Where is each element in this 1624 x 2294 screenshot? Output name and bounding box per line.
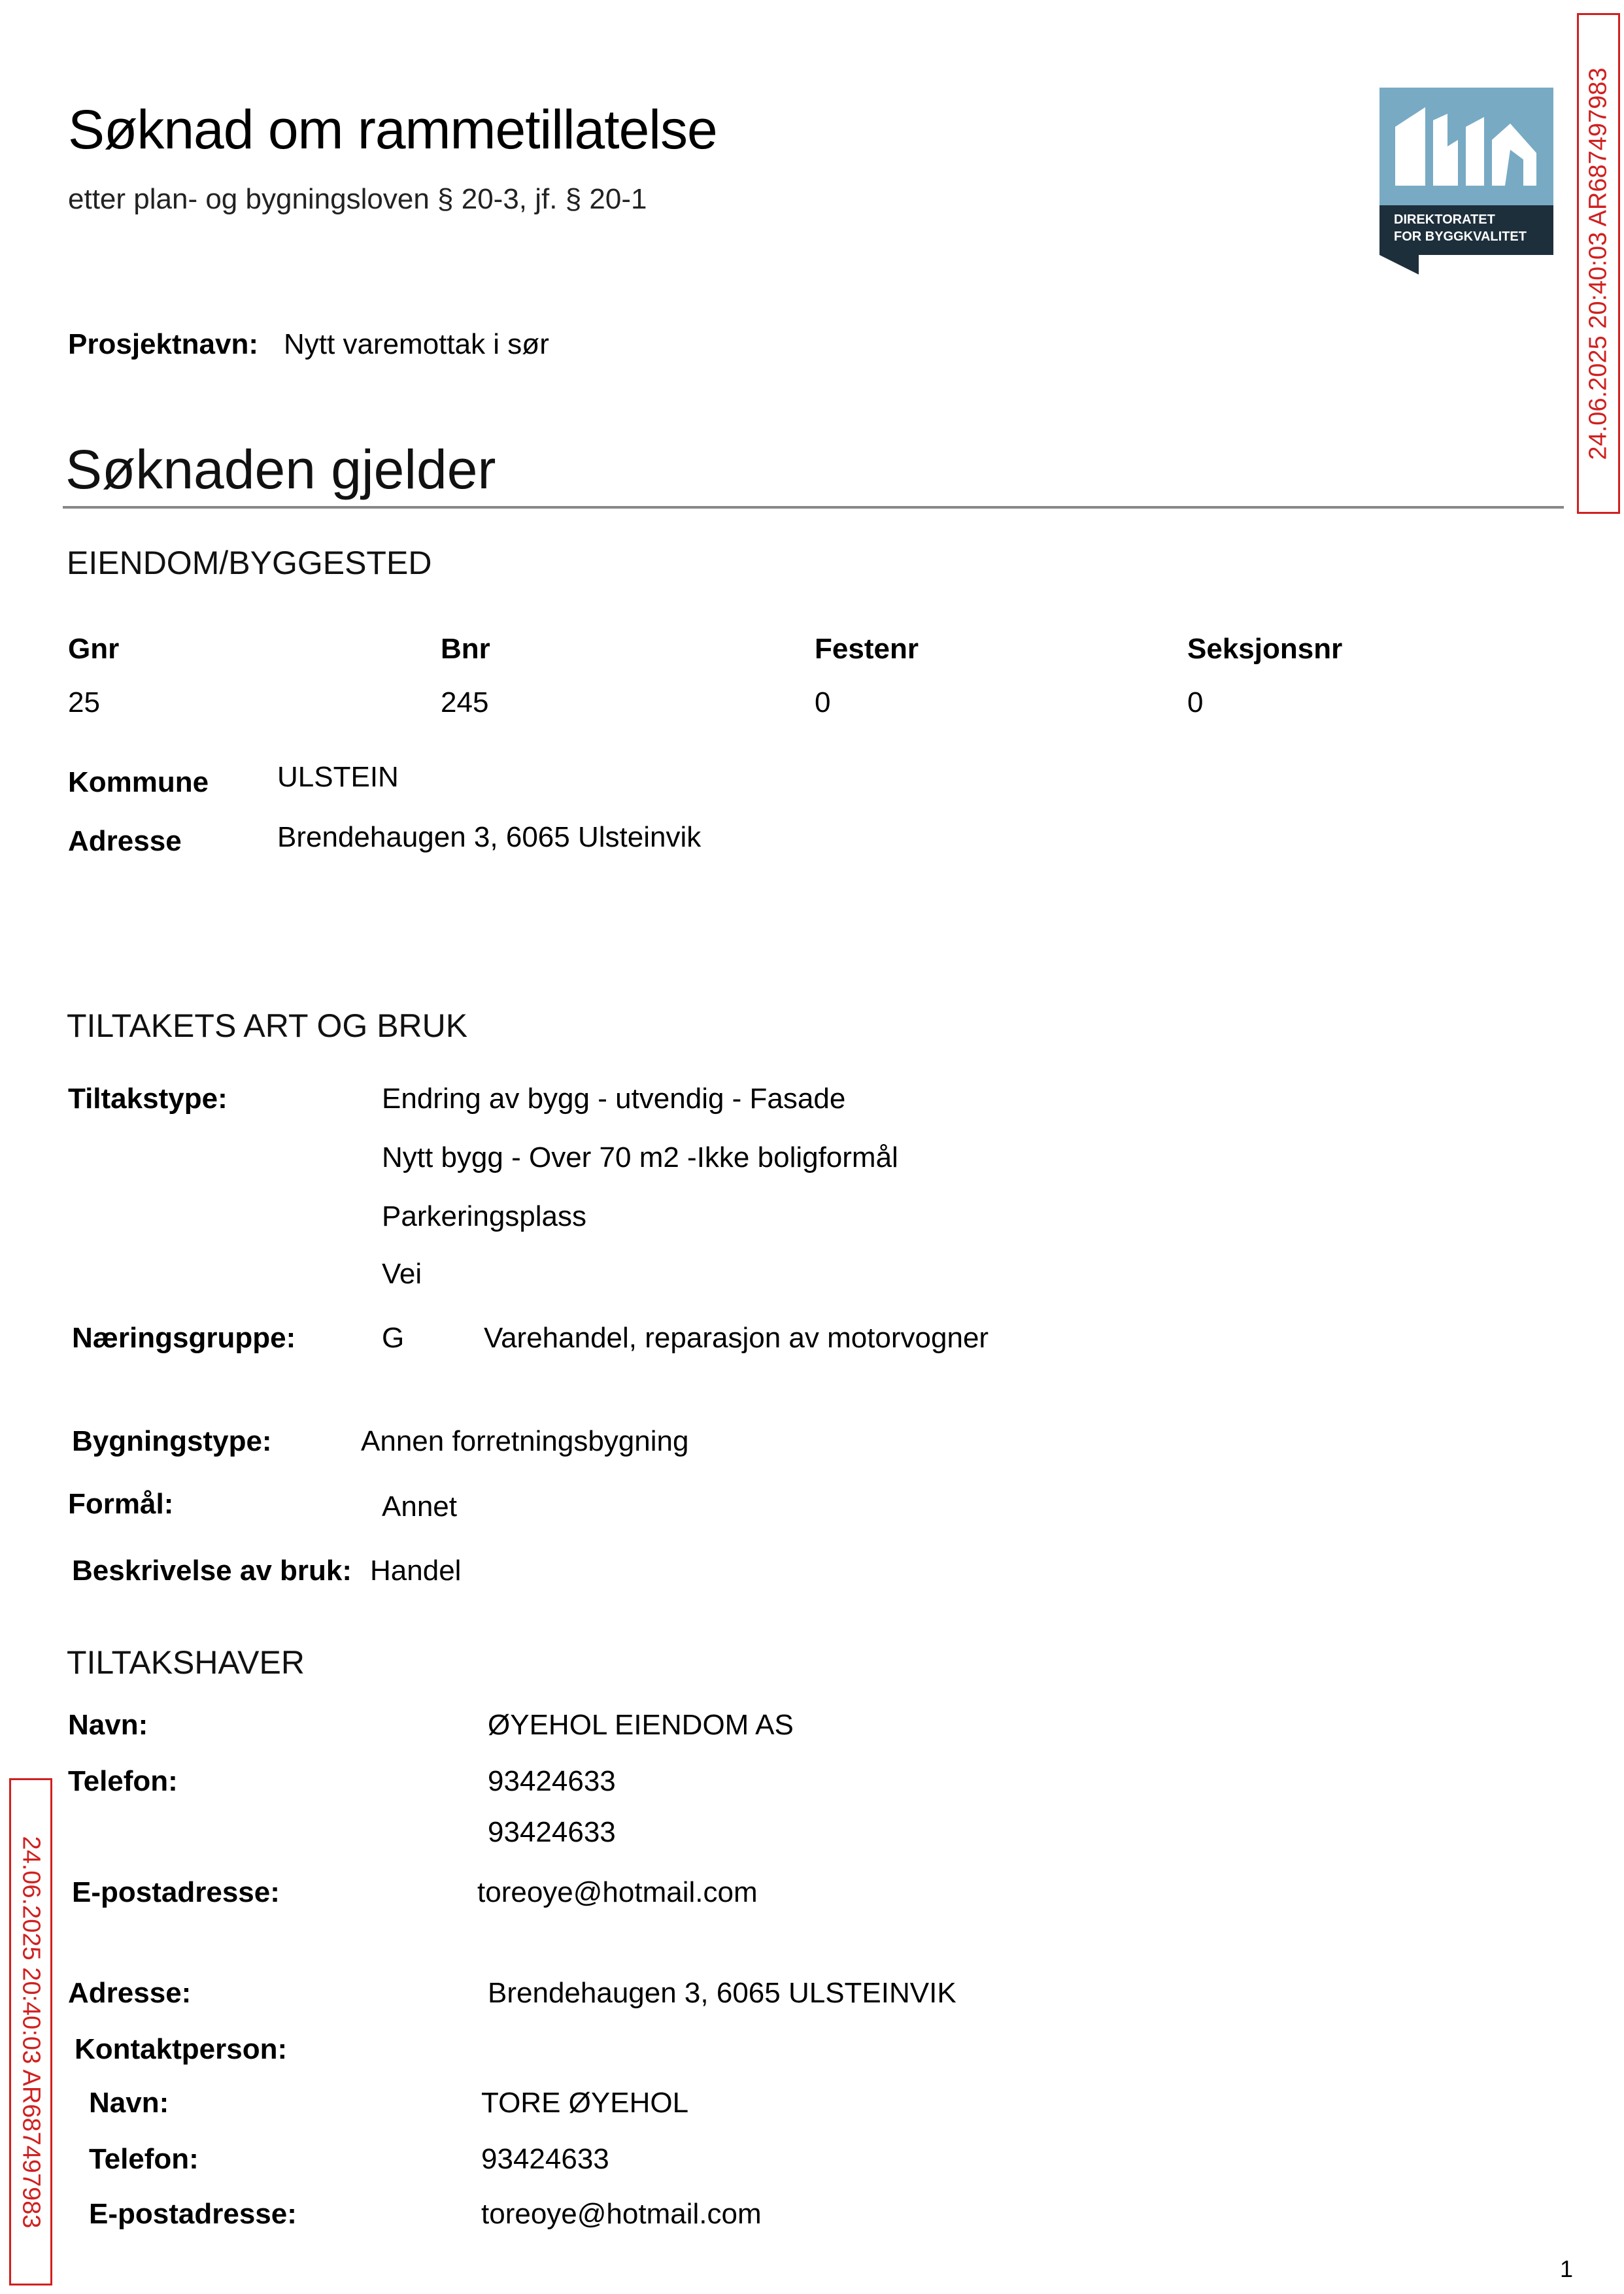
gnr-value: 25 xyxy=(68,686,100,718)
document-subtitle: etter plan- og bygningsloven § 20-3, jf. § 20-1 xyxy=(68,183,647,215)
document-title: Søknad om rammetillatelse xyxy=(68,99,717,160)
adresse-label: Adresse xyxy=(68,825,182,857)
tiltak-heading: TILTAKETS ART OG BRUK xyxy=(67,1007,468,1044)
building-logo-icon xyxy=(1379,88,1553,275)
telefon-value: 93424633 xyxy=(488,1765,616,1797)
kontakt-telefon-value: 93424633 xyxy=(481,2143,609,2175)
seksjonsnr-value: 0 xyxy=(1187,686,1204,718)
kontakt-telefon-label: Telefon: xyxy=(89,2143,199,2175)
beskrivelse-value: Handel xyxy=(370,1555,462,1587)
kommune-value: ULSTEIN xyxy=(277,761,399,793)
tiltakshaver-heading: TILTAKSHAVER xyxy=(67,1644,305,1681)
project-label: Prosjektnavn: xyxy=(68,328,258,360)
tiltakstype-item: Endring av bygg - utvendig - Fasade xyxy=(382,1083,846,1115)
tiltakstype-item: Nytt bygg - Over 70 m2 -Ikke boligformål xyxy=(382,1141,898,1173)
kontakt-epost-value: toreoye@hotmail.com xyxy=(481,2198,762,2230)
section-divider xyxy=(63,506,1564,509)
tiltakstype-item: Vei xyxy=(382,1258,422,1290)
formal-value: Annet xyxy=(382,1491,457,1523)
dibk-logo xyxy=(1379,88,1553,275)
logo-line-2: FOR BYGGKVALITET xyxy=(1394,229,1527,244)
beskrivelse-label: Beskrivelse av bruk: xyxy=(72,1555,352,1587)
kontakt-epost-label: E-postadresse: xyxy=(89,2198,297,2230)
tiltakshaver-adresse-value: Brendehaugen 3, 6065 ULSTEINVIK xyxy=(488,1977,956,2009)
formal-label: Formål: xyxy=(68,1488,174,1520)
seksjonsnr-label: Seksjonsnr xyxy=(1187,633,1343,665)
navn-value: ØYEHOL EIENDOM AS xyxy=(488,1709,794,1741)
adresse-value: Brendehaugen 3, 6065 Ulsteinvik xyxy=(277,821,702,853)
telefon-label: Telefon: xyxy=(68,1765,178,1797)
kontakt-navn-label: Navn: xyxy=(89,2087,169,2119)
property-heading: EIENDOM/BYGGESTED xyxy=(67,545,432,581)
kontakt-navn-value: TORE ØYEHOL xyxy=(481,2087,689,2119)
timestamp-stamp-left xyxy=(9,1778,52,2286)
tiltakshaver-adresse-label: Adresse: xyxy=(68,1977,192,2009)
naeringsgruppe-value: Varehandel, reparasjon av motorvogner xyxy=(484,1322,989,1354)
epost-label: E-postadresse: xyxy=(72,1876,280,1908)
timestamp-stamp-right xyxy=(1577,13,1620,514)
bygningstype-value: Annen forretningsbygning xyxy=(361,1425,689,1457)
logo-line-1: DIREKTORATET xyxy=(1394,212,1495,227)
stamp-text-left: 24.06.2025 20:40:03 AR687497983 xyxy=(17,1835,45,2229)
epost-value: toreoye@hotmail.com xyxy=(477,1876,758,1908)
bnr-label: Bnr xyxy=(441,633,490,665)
project-value: Nytt varemottak i sør xyxy=(284,328,549,360)
page-number: 1 xyxy=(1560,2255,1574,2282)
tiltakstype-label: Tiltakstype: xyxy=(68,1083,228,1115)
section-title: Søknaden gjelder xyxy=(65,439,496,500)
stamp-text-right: 24.06.2025 20:40:03 AR687497983 xyxy=(1584,67,1612,460)
kontaktperson-label: Kontaktperson: xyxy=(75,2033,288,2065)
bnr-value: 245 xyxy=(441,686,489,718)
navn-label: Navn: xyxy=(68,1709,148,1741)
telefon-value: 93424633 xyxy=(488,1816,616,1848)
naeringsgruppe-label: Næringsgruppe: xyxy=(72,1322,296,1354)
bygningstype-label: Bygningstype: xyxy=(72,1425,272,1457)
festenr-label: Festenr xyxy=(815,633,919,665)
gnr-label: Gnr xyxy=(68,633,120,665)
kommune-label: Kommune xyxy=(68,766,209,798)
festenr-value: 0 xyxy=(815,686,831,718)
naeringsgruppe-code: G xyxy=(382,1322,405,1354)
tiltakstype-item: Parkeringsplass xyxy=(382,1200,587,1232)
